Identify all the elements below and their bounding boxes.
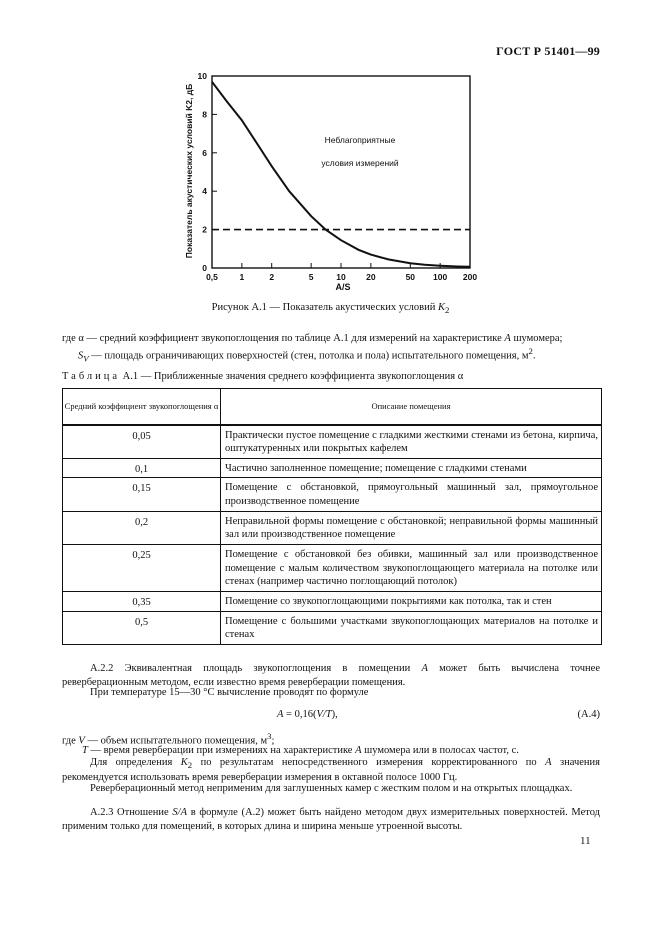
table-title: Таблица А.1 — Приближенные значения среднего коэффициента звукопоглощения α <box>62 371 464 382</box>
table-row <box>63 611 602 644</box>
paragraph-a23: А.2.3 Отношение S/A в формуле (А.2) может быть найдено методом двух измерительных поверхностей. Метод применим только для помещений, в которых длина и ширина меньше утроенной высоты. <box>62 807 600 832</box>
y-tick-label: 6 <box>202 147 207 158</box>
where-v-line: где V — объем испытательного помещения, $м^3$; <box>62 731 275 747</box>
coef-cell: 0,05 <box>63 425 221 459</box>
x-tick-label: 1 <box>239 272 245 282</box>
where-alpha-line: где α — средний коэффициент звукопоглощения по таблице А.1 для измерений на характеристике A шумомера; <box>62 333 563 344</box>
y-tick-label: 2 <box>202 224 207 235</box>
x-tick-label: 5 <box>308 272 314 282</box>
paragraph-temperature: При температуре 15—30 °С вычисление проводят по формуле <box>90 687 369 698</box>
y-tick-label: 8 <box>202 109 207 120</box>
chart-annotation-line2: условия измерений <box>321 158 399 168</box>
table-row <box>63 544 602 591</box>
coef-cell: 0,25 <box>63 544 221 591</box>
where-sv-line: $S_V$ — площадь ограничивающих поверхностей (стен, потолка и пола) испытательного помещения, $м^2$. <box>78 346 536 364</box>
description-cell: Помещение с обстановкой без обивки, машинный зал или производственное помещение с малым количеством звукопоглощающего материала на потолке или стенах (например частично поглощающий потолок) <box>221 544 602 591</box>
k2-curve <box>212 82 470 267</box>
x-tick-label: 0,5 <box>206 272 218 282</box>
coef-cell: 0,35 <box>63 591 221 611</box>
y-tick-label: 4 <box>202 186 207 197</box>
coef-cell: 0,1 <box>63 458 221 478</box>
coef-cell: 0,15 <box>63 478 221 511</box>
table-row <box>63 478 602 511</box>
x-tick-label: 50 <box>405 272 416 282</box>
acoustic-conditions-chart <box>170 62 490 298</box>
y-axis-label: Показатель акустических условий K2, дБ <box>184 83 194 259</box>
y-tick-label: 0 <box>202 263 207 273</box>
description-cell: Помещение с обстановкой, прямоугольный машинный зал, прямоугольное производственное помещение <box>221 478 602 511</box>
description-cell: Помещение с большими участками звукопоглощающих материалов на потолке и стенах <box>221 611 602 644</box>
y-tick-label: 10 <box>197 71 207 81</box>
formula-a4 <box>62 708 600 722</box>
paragraph-a22: А.2.2 Эквивалентная площадь звукопоглощения в помещении A может быть вычислена точнее реверберационным методом, если известно время реверберации помещения. <box>62 663 600 688</box>
x-tick-label: 2 <box>269 272 275 282</box>
table-header-coefficient: Средний коэффициент звукопоглощения α <box>63 389 221 425</box>
description-cell: Помещение со звукопоглощающими покрытиями как потолка, так и стен <box>221 591 602 611</box>
formula-number: (А.4) <box>577 709 600 720</box>
paragraph-k2: Для определения $K_2$ по результатам непосредственного измерения корректированного по A значения рекомендуется использовать время реверберации измерения в октавной полосе 1000 Гц. <box>62 757 600 784</box>
x-tick-label: 100 <box>433 272 448 282</box>
x-tick-label: 20 <box>366 272 376 282</box>
page-number: 11 <box>580 835 591 847</box>
chart-svg <box>170 62 490 298</box>
where-t-line: T — время реверберации при измерениях на характеристике A шумомера или в полосах частот, с. <box>82 745 519 756</box>
document-header: ГОСТ Р 51401—99 <box>496 44 600 58</box>
table-row <box>63 458 602 478</box>
coef-cell: 0,2 <box>63 511 221 544</box>
x-tick-label: 10 <box>336 272 346 282</box>
description-cell: Практически пустое помещение с гладкими жесткими стенами из бетона, кирпича, оштукатуренных или покрытых кафелем <box>221 425 602 459</box>
chart-annotation-line1: Неблагоприятные <box>324 135 396 145</box>
table-header-description: Описание помещения <box>221 389 602 425</box>
table-row <box>63 591 602 611</box>
description-cell: Неправильной формы помещение с обстановкой; неправильной формы машинный зал или производственное помещение <box>221 511 602 544</box>
figure-caption: Рисунок А.1 — Показатель акустических условий $K_2$ <box>211 302 450 316</box>
absorption-table <box>62 388 602 645</box>
x-tick-label: 200 <box>462 272 478 282</box>
coef-cell: 0,5 <box>63 611 221 644</box>
formula-expression: A = 0,16(V/T), <box>277 709 338 720</box>
table-row <box>63 511 602 544</box>
x-axis-label: A/S <box>335 282 351 292</box>
description-cell: Частично заполненное помещение; помещение с гладкими стенами <box>221 458 602 478</box>
paragraph-reverberation: Реверберационный метод неприменим для заглушенных камер с жестким полом и на открытых площадках. <box>90 783 573 794</box>
table-row <box>63 425 602 459</box>
